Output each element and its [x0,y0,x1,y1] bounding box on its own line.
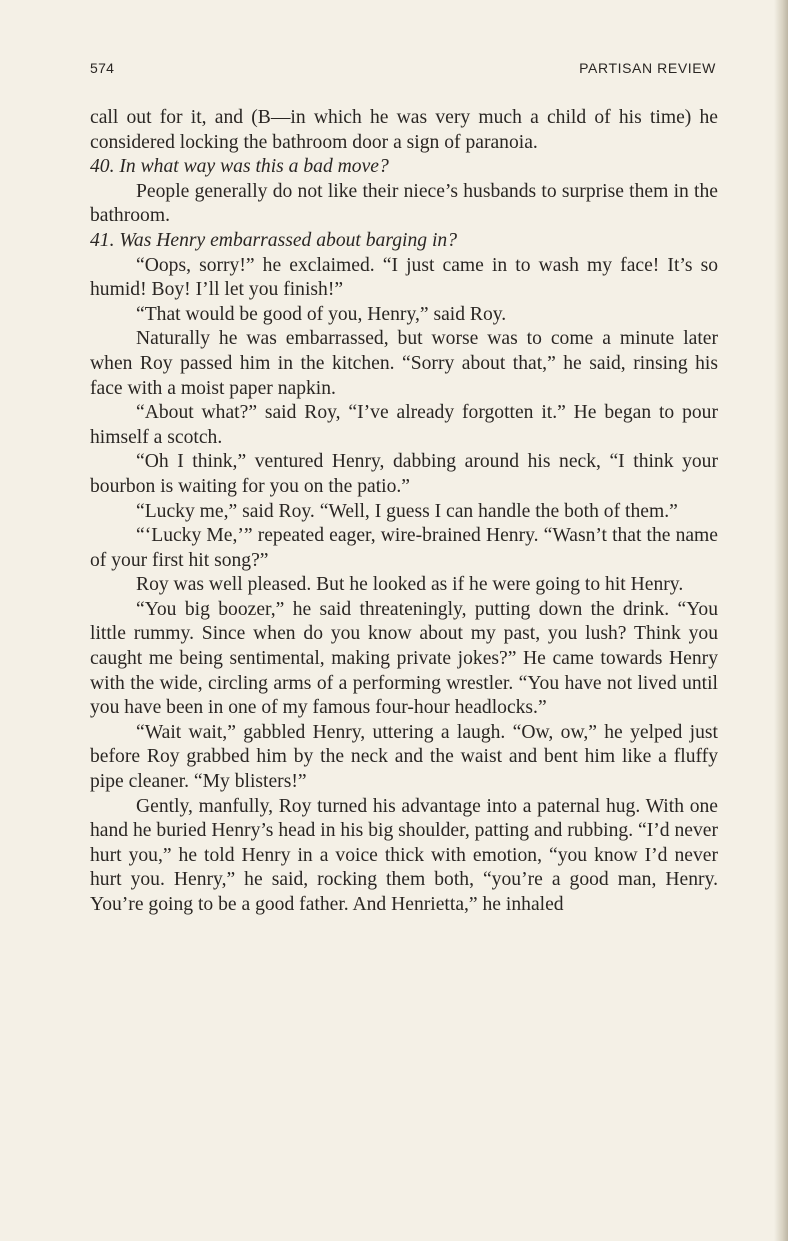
body-text [90,106,718,918]
paragraph: “Lucky me,” said Roy. “Well, I guess I can handle the both of them.” [136,500,678,522]
page-number: 574 [90,60,115,76]
paragraph: “Wait wait,” gabbled Henry, uttering a laugh. “Ow, ow,” he yelped just before Roy grabbed him by the neck and the waist and bent him like a fluffy pipe cleaner. “My blisters!” [90,721,718,793]
journal-title: PARTISAN REVIEW [579,60,716,76]
paragraph: “Oops, sorry!” he exclaimed. “I just came in to wash my face! It’s so humid! Boy! I’ll let you finish!” [90,254,718,301]
paragraph: “‘Lucky Me,’” repeated eager, wire-brained Henry. “Wasn’t that the name of your first hit song?” [90,525,718,571]
paragraph: “Oh I think,” ventured Henry, dabbing around his neck, “I think your bourbon is waiting for you on the patio.” [90,451,718,497]
page-edge-shadow [774,0,788,1241]
paragraph: “That would be good of you, Henry,” said Roy. [136,303,507,325]
paragraph: People generally do not like their niece’s husbands to surprise them in the bathroom. [90,180,718,227]
paragraph: Gently, manfully, Roy turned his advantage into a paternal hug. With one hand he buried Henry’s head in his big shoulder, patting and rubbing. “I’d never hurt you,” he told Henry in a voice thick with emotion, “you know I’d never hurt you. Henry,” he said, rocking them both, “you’re a good man, Henry. You’re going to be a good father. And Henrietta,” he inhaled [90,795,718,915]
paragraph: “You big boozer,” he said threateningly, putting down the drink. “You little rummy. Since when do you know about my past, you lush? Think you caught me being sentimental, making private jokes?” He came towards Henry with the wide, circling arms of a performing wrestler. “You have not lived until you have been in one of my famous four-hour headlocks.” [90,598,718,719]
question-heading: 41. Was Henry embarrassed about barging in? [90,229,458,251]
running-header [90,60,716,80]
paragraph: Roy was well pleased. But he looked as if he were going to hit Henry. [136,574,684,596]
question-heading: 40. In what way was this a bad move? [90,156,389,178]
paragraph: Naturally he was embarrassed, but worse was to come a minute later when Roy passed him in the kitchen. “Sorry about that,” he said, rinsing his face with a moist paper napkin. [90,328,718,399]
paragraph: “About what?” said Roy, “I’ve already forgotten it.” He began to pour himself a scotch. [90,402,718,448]
paragraph: call out for it, and (B—in which he was very much a child of his time) he considered locking the bathroom door a sign of paranoia. [90,107,718,153]
